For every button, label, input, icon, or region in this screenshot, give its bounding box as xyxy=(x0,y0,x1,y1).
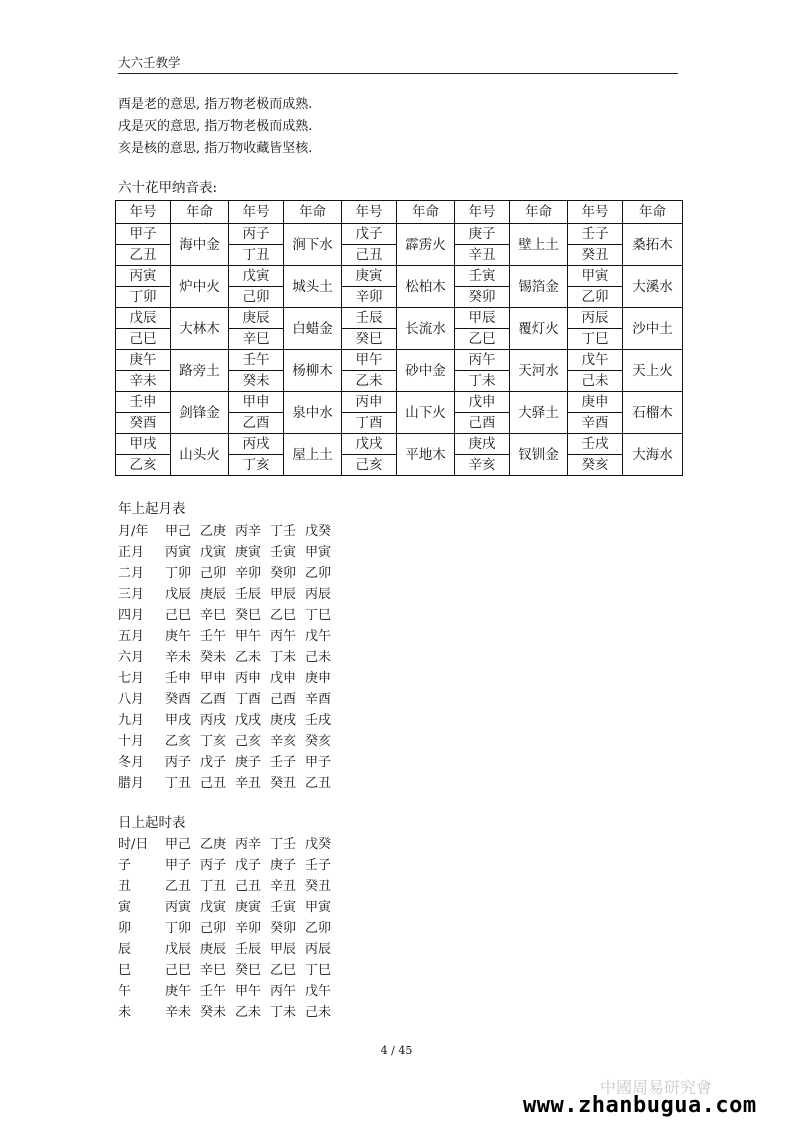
nayin-year-cell: 辛巳 xyxy=(229,329,284,350)
ganzhi-cell: 癸亥 xyxy=(305,734,332,749)
nayin-year-cell: 己亥 xyxy=(342,455,397,476)
ganzhi-cell: 己卯 xyxy=(200,566,227,581)
nayin-year-cell: 丙午 xyxy=(455,350,510,371)
nayin-year-cell: 庚子 xyxy=(455,224,510,245)
ganzhi-cell: 辛未 xyxy=(165,1005,192,1020)
ganzhi-cell: 戊寅 xyxy=(200,900,227,915)
month-label: 四月 xyxy=(118,608,145,623)
month-label: 二月 xyxy=(118,566,145,581)
hour-label: 子 xyxy=(118,858,132,873)
page-number: 4 / 45 xyxy=(380,1044,413,1057)
month-label: 五月 xyxy=(118,629,145,644)
nayin-year-cell: 丙戌 xyxy=(229,434,284,455)
nayin-header-cell: 年命 xyxy=(171,201,229,224)
nayin-year-cell: 甲午 xyxy=(342,350,397,371)
nayin-year-cell: 癸巳 xyxy=(342,329,397,350)
ganzhi-cell: 壬午 xyxy=(200,984,227,999)
month-label: 腊月 xyxy=(118,776,145,791)
ganzhi-cell: 甲辰 xyxy=(270,587,297,602)
intro-line: 戌是灭的意思, 指万物老极而成熟. xyxy=(118,119,313,134)
ganzhi-cell: 甲子 xyxy=(165,858,192,873)
nayin-year-cell: 丁丑 xyxy=(229,245,284,266)
month-label: 八月 xyxy=(118,692,145,707)
ganzhi-cell: 甲午 xyxy=(235,629,262,644)
nayin-element-cell: 长流水 xyxy=(397,308,455,350)
ganzhi-cell: 庚子 xyxy=(270,858,297,873)
nayin-year-cell: 庚辰 xyxy=(229,308,284,329)
ganzhi-cell: 丁卯 xyxy=(165,921,192,936)
ganzhi-cell: 乙卯 xyxy=(305,921,332,936)
ganzhi-cell: 丙午 xyxy=(270,629,297,644)
ganzhi-cell: 丙子 xyxy=(200,858,227,873)
nayin-year-cell: 乙未 xyxy=(342,371,397,392)
nayin-year-cell: 壬戌 xyxy=(568,434,623,455)
hour-label: 午 xyxy=(118,984,132,999)
nayin-element-cell: 屋上土 xyxy=(284,434,342,476)
nayin-year-cell: 乙卯 xyxy=(568,287,623,308)
ganzhi-cell: 戊癸 xyxy=(305,837,332,852)
ganzhi-cell: 壬辰 xyxy=(235,942,262,957)
ganzhi-cell: 乙巳 xyxy=(270,963,297,978)
nayin-element-cell: 山下火 xyxy=(397,392,455,434)
nayin-element-cell: 钗钏金 xyxy=(510,434,568,476)
ganzhi-cell: 丁壬 xyxy=(270,837,297,852)
nayin-year-cell: 辛卯 xyxy=(342,287,397,308)
nayin-table xyxy=(115,200,683,476)
nayin-element-cell: 海中金 xyxy=(171,224,229,266)
nayin-header-cell: 年命 xyxy=(623,201,683,224)
ganzhi-cell: 辛巳 xyxy=(200,608,227,623)
ganzhi-cell: 壬戌 xyxy=(305,713,332,728)
ganzhi-cell: 戊子 xyxy=(200,755,227,770)
nayin-header-cell: 年命 xyxy=(510,201,568,224)
nayin-row xyxy=(116,224,683,245)
ganzhi-cell: 辛丑 xyxy=(235,776,262,791)
ganzhi-cell: 壬子 xyxy=(270,755,297,770)
ganzhi-cell: 甲寅 xyxy=(305,900,332,915)
nayin-element-cell: 松柏木 xyxy=(397,266,455,308)
nayin-element-cell: 覆灯火 xyxy=(510,308,568,350)
nayin-year-cell: 辛未 xyxy=(116,371,171,392)
ganzhi-cell: 己酉 xyxy=(270,692,297,707)
month-table-title: 年上起月表 xyxy=(118,501,186,517)
ganzhi-cell: 庚子 xyxy=(235,755,262,770)
nayin-header-cell: 年命 xyxy=(284,201,342,224)
nayin-year-cell: 戊午 xyxy=(568,350,623,371)
ganzhi-cell: 丁巳 xyxy=(305,963,332,978)
ganzhi-cell: 甲子 xyxy=(305,755,332,770)
nayin-element-cell: 城头土 xyxy=(284,266,342,308)
ganzhi-cell: 丁壬 xyxy=(270,524,297,539)
nayin-element-cell: 剑锋金 xyxy=(171,392,229,434)
ganzhi-cell: 丙戌 xyxy=(200,713,227,728)
nayin-year-cell: 丁酉 xyxy=(342,413,397,434)
ganzhi-cell: 戊子 xyxy=(235,858,262,873)
nayin-element-cell: 泉中水 xyxy=(284,392,342,434)
nayin-element-cell: 大海水 xyxy=(623,434,683,476)
nayin-year-cell: 戊戌 xyxy=(342,434,397,455)
ganzhi-cell: 乙巳 xyxy=(270,608,297,623)
nayin-year-cell: 壬子 xyxy=(568,224,623,245)
ganzhi-cell: 癸卯 xyxy=(270,566,297,581)
ganzhi-cell: 戊寅 xyxy=(200,545,227,560)
nayin-row xyxy=(116,350,683,371)
ganzhi-cell: 己巳 xyxy=(165,963,192,978)
nayin-year-cell: 丁未 xyxy=(455,371,510,392)
hour-table-title: 日上起时表 xyxy=(118,815,186,831)
nayin-year-cell: 乙丑 xyxy=(116,245,171,266)
nayin-year-cell: 甲子 xyxy=(116,224,171,245)
page-header: 大六壬教学 xyxy=(118,55,181,70)
nayin-header-cell: 年号 xyxy=(116,201,171,224)
nayin-year-cell: 丁亥 xyxy=(229,455,284,476)
ganzhi-cell: 戊辰 xyxy=(165,587,192,602)
nayin-year-cell: 壬午 xyxy=(229,350,284,371)
nayin-year-cell: 乙亥 xyxy=(116,455,171,476)
nayin-year-cell: 丁巳 xyxy=(568,329,623,350)
nayin-element-cell: 白蜡金 xyxy=(284,308,342,350)
hour-label: 巳 xyxy=(118,963,132,978)
nayin-element-cell: 桑拓木 xyxy=(623,224,683,266)
nayin-header-cell: 年号 xyxy=(568,201,623,224)
nayin-header-cell: 年号 xyxy=(229,201,284,224)
ganzhi-cell: 丁丑 xyxy=(200,879,227,894)
month-label: 七月 xyxy=(118,671,145,686)
nayin-year-cell: 癸卯 xyxy=(455,287,510,308)
ganzhi-cell: 乙丑 xyxy=(305,776,332,791)
nayin-year-cell: 辛酉 xyxy=(568,413,623,434)
ganzhi-cell: 戊申 xyxy=(270,671,297,686)
ganzhi-cell: 丙辰 xyxy=(305,942,332,957)
nayin-year-cell: 壬寅 xyxy=(455,266,510,287)
hour-label: 寅 xyxy=(118,900,132,915)
nayin-row xyxy=(116,308,683,329)
ganzhi-cell: 庚寅 xyxy=(235,545,262,560)
nayin-year-cell: 戊辰 xyxy=(116,308,171,329)
ganzhi-cell: 癸未 xyxy=(200,1005,227,1020)
ganzhi-cell: 乙卯 xyxy=(305,566,332,581)
ganzhi-cell: 戊午 xyxy=(305,629,332,644)
nayin-year-cell: 甲申 xyxy=(229,392,284,413)
nayin-year-cell: 庚戌 xyxy=(455,434,510,455)
ganzhi-cell: 辛卯 xyxy=(235,921,262,936)
ganzhi-cell: 乙庚 xyxy=(200,524,227,539)
intro-line: 亥是核的意思, 指万物收藏皆坚核. xyxy=(118,141,313,156)
ganzhi-cell: 己丑 xyxy=(235,879,262,894)
ganzhi-cell: 丁未 xyxy=(270,650,297,665)
nayin-year-cell: 丙子 xyxy=(229,224,284,245)
ganzhi-cell: 乙亥 xyxy=(165,734,192,749)
nayin-year-cell: 癸酉 xyxy=(116,413,171,434)
ganzhi-cell: 乙丑 xyxy=(165,879,192,894)
nayin-year-cell: 丙辰 xyxy=(568,308,623,329)
month-label: 十月 xyxy=(118,734,145,749)
ganzhi-cell: 己卯 xyxy=(200,921,227,936)
ganzhi-cell: 癸酉 xyxy=(165,692,192,707)
ganzhi-cell: 丁卯 xyxy=(165,566,192,581)
month-label: 九月 xyxy=(118,713,145,728)
nayin-header-cell: 年号 xyxy=(342,201,397,224)
ganzhi-cell: 甲戌 xyxy=(165,713,192,728)
ganzhi-cell: 辛酉 xyxy=(305,692,332,707)
nayin-year-cell: 辛亥 xyxy=(455,455,510,476)
nayin-element-cell: 大溪水 xyxy=(623,266,683,308)
ganzhi-cell: 戊午 xyxy=(305,984,332,999)
nayin-year-cell: 辛丑 xyxy=(455,245,510,266)
nayin-element-cell: 大驿土 xyxy=(510,392,568,434)
nayin-year-cell: 甲戌 xyxy=(116,434,171,455)
ganzhi-cell: 己未 xyxy=(305,1005,332,1020)
nayin-year-cell: 壬辰 xyxy=(342,308,397,329)
ganzhi-cell: 丙子 xyxy=(165,755,192,770)
ganzhi-cell: 壬子 xyxy=(305,858,332,873)
nayin-year-cell: 己未 xyxy=(568,371,623,392)
month-label: 冬月 xyxy=(118,755,145,770)
header-divider xyxy=(118,73,678,74)
nayin-year-cell: 戊寅 xyxy=(229,266,284,287)
nayin-year-cell: 己巳 xyxy=(116,329,171,350)
nayin-element-cell: 锡箔金 xyxy=(510,266,568,308)
intro-line: 酉是老的意思, 指万物老极而成熟. xyxy=(118,97,313,112)
ganzhi-cell: 甲寅 xyxy=(305,545,332,560)
intro-text xyxy=(118,94,678,160)
ganzhi-cell: 丙寅 xyxy=(165,900,192,915)
ganzhi-cell: 丙辛 xyxy=(235,524,262,539)
ganzhi-cell: 丁丑 xyxy=(165,776,192,791)
nayin-year-cell: 甲寅 xyxy=(568,266,623,287)
nayin-row xyxy=(116,266,683,287)
nayin-header-row xyxy=(116,201,683,224)
month-label: 月/年 xyxy=(118,524,149,539)
nayin-year-cell: 丁卯 xyxy=(116,287,171,308)
ganzhi-cell: 己未 xyxy=(305,650,332,665)
nayin-element-cell: 大林木 xyxy=(171,308,229,350)
ganzhi-cell: 辛巳 xyxy=(200,963,227,978)
month-label: 三月 xyxy=(118,587,145,602)
ganzhi-cell: 癸巳 xyxy=(235,963,262,978)
ganzhi-cell: 壬辰 xyxy=(235,587,262,602)
nayin-year-cell: 乙酉 xyxy=(229,413,284,434)
ganzhi-cell: 丁巳 xyxy=(305,608,332,623)
ganzhi-cell: 甲辰 xyxy=(270,942,297,957)
nayin-year-cell: 甲辰 xyxy=(455,308,510,329)
ganzhi-cell: 辛卯 xyxy=(235,566,262,581)
ganzhi-cell: 庚辰 xyxy=(200,587,227,602)
nayin-header-cell: 年号 xyxy=(455,201,510,224)
ganzhi-cell: 丙午 xyxy=(270,984,297,999)
ganzhi-cell: 壬寅 xyxy=(270,900,297,915)
ganzhi-cell: 丁未 xyxy=(270,1005,297,1020)
ganzhi-cell: 庚午 xyxy=(165,984,192,999)
nayin-year-cell: 乙巳 xyxy=(455,329,510,350)
nayin-element-cell: 炉中火 xyxy=(171,266,229,308)
nayin-year-cell: 己酉 xyxy=(455,413,510,434)
hour-label: 时/日 xyxy=(118,837,149,852)
ganzhi-cell: 乙酉 xyxy=(200,692,227,707)
ganzhi-cell: 丙辰 xyxy=(305,587,332,602)
ganzhi-cell: 壬寅 xyxy=(270,545,297,560)
nayin-year-cell: 戊子 xyxy=(342,224,397,245)
nayin-row xyxy=(116,392,683,413)
ganzhi-cell: 己巳 xyxy=(165,608,192,623)
ganzhi-cell: 丙申 xyxy=(235,671,262,686)
nayin-element-cell: 砂中金 xyxy=(397,350,455,392)
nayin-element-cell: 沙中土 xyxy=(623,308,683,350)
ganzhi-cell: 癸卯 xyxy=(270,921,297,936)
ganzhi-cell: 甲己 xyxy=(165,524,192,539)
nayin-year-cell: 庚寅 xyxy=(342,266,397,287)
nayin-element-cell: 平地木 xyxy=(397,434,455,476)
nayin-element-cell: 霹雳火 xyxy=(397,224,455,266)
month-label: 六月 xyxy=(118,650,145,665)
ganzhi-cell: 壬午 xyxy=(200,629,227,644)
nayin-year-cell: 己丑 xyxy=(342,245,397,266)
ganzhi-cell: 庚午 xyxy=(165,629,192,644)
hour-label: 未 xyxy=(118,1005,132,1020)
hour-label: 丑 xyxy=(118,879,132,894)
ganzhi-cell: 癸未 xyxy=(200,650,227,665)
nayin-element-cell: 涧下水 xyxy=(284,224,342,266)
ganzhi-cell: 壬申 xyxy=(165,671,192,686)
ganzhi-cell: 庚辰 xyxy=(200,942,227,957)
watermark-site: www.zhanbugua.com xyxy=(523,1093,757,1118)
nayin-element-cell: 路旁土 xyxy=(171,350,229,392)
ganzhi-cell: 丁酉 xyxy=(235,692,262,707)
nayin-element-cell: 石榴木 xyxy=(623,392,683,434)
nayin-year-cell: 癸未 xyxy=(229,371,284,392)
ganzhi-cell: 辛丑 xyxy=(270,879,297,894)
ganzhi-cell: 癸丑 xyxy=(305,879,332,894)
nayin-element-cell: 天河水 xyxy=(510,350,568,392)
nayin-header-cell: 年命 xyxy=(397,201,455,224)
ganzhi-cell: 庚申 xyxy=(305,671,332,686)
ganzhi-cell: 乙庚 xyxy=(200,837,227,852)
nayin-element-cell: 天上火 xyxy=(623,350,683,392)
nayin-year-cell: 丙寅 xyxy=(116,266,171,287)
hour-label: 辰 xyxy=(118,942,132,957)
nayin-year-cell: 庚申 xyxy=(568,392,623,413)
ganzhi-cell: 甲申 xyxy=(200,671,227,686)
month-label: 正月 xyxy=(118,545,145,560)
nayin-year-cell: 丙申 xyxy=(342,392,397,413)
nayin-element-cell: 壁上土 xyxy=(510,224,568,266)
ganzhi-cell: 甲己 xyxy=(165,837,192,852)
ganzhi-cell: 己丑 xyxy=(200,776,227,791)
watermark-logo-text: 中國周易研究會 xyxy=(600,1078,713,1097)
nayin-year-cell: 己卯 xyxy=(229,287,284,308)
ganzhi-cell: 戊辰 xyxy=(165,942,192,957)
nayin-year-cell: 壬申 xyxy=(116,392,171,413)
nayin-year-cell: 癸亥 xyxy=(568,455,623,476)
ganzhi-cell: 庚戌 xyxy=(270,713,297,728)
nayin-row xyxy=(116,434,683,455)
ganzhi-cell: 甲午 xyxy=(235,984,262,999)
ganzhi-cell: 乙未 xyxy=(235,1005,262,1020)
ganzhi-cell: 辛亥 xyxy=(270,734,297,749)
ganzhi-cell: 癸丑 xyxy=(270,776,297,791)
ganzhi-cell: 癸巳 xyxy=(235,608,262,623)
ganzhi-cell: 丙辛 xyxy=(235,837,262,852)
nayin-element-cell: 杨柳木 xyxy=(284,350,342,392)
nayin-year-cell: 庚午 xyxy=(116,350,171,371)
nayin-year-cell: 戊申 xyxy=(455,392,510,413)
ganzhi-cell: 戊癸 xyxy=(305,524,332,539)
hour-label: 卯 xyxy=(118,921,132,936)
ganzhi-cell: 丁亥 xyxy=(200,734,227,749)
nayin-year-cell: 癸丑 xyxy=(568,245,623,266)
ganzhi-cell: 乙未 xyxy=(235,650,262,665)
ganzhi-cell: 己亥 xyxy=(235,734,262,749)
ganzhi-cell: 辛未 xyxy=(165,650,192,665)
ganzhi-cell: 庚寅 xyxy=(235,900,262,915)
ganzhi-cell: 丙寅 xyxy=(165,545,192,560)
nayin-table-title: 六十花甲纳音表: xyxy=(118,180,218,196)
ganzhi-cell: 戊戌 xyxy=(235,713,262,728)
nayin-element-cell: 山头火 xyxy=(171,434,229,476)
